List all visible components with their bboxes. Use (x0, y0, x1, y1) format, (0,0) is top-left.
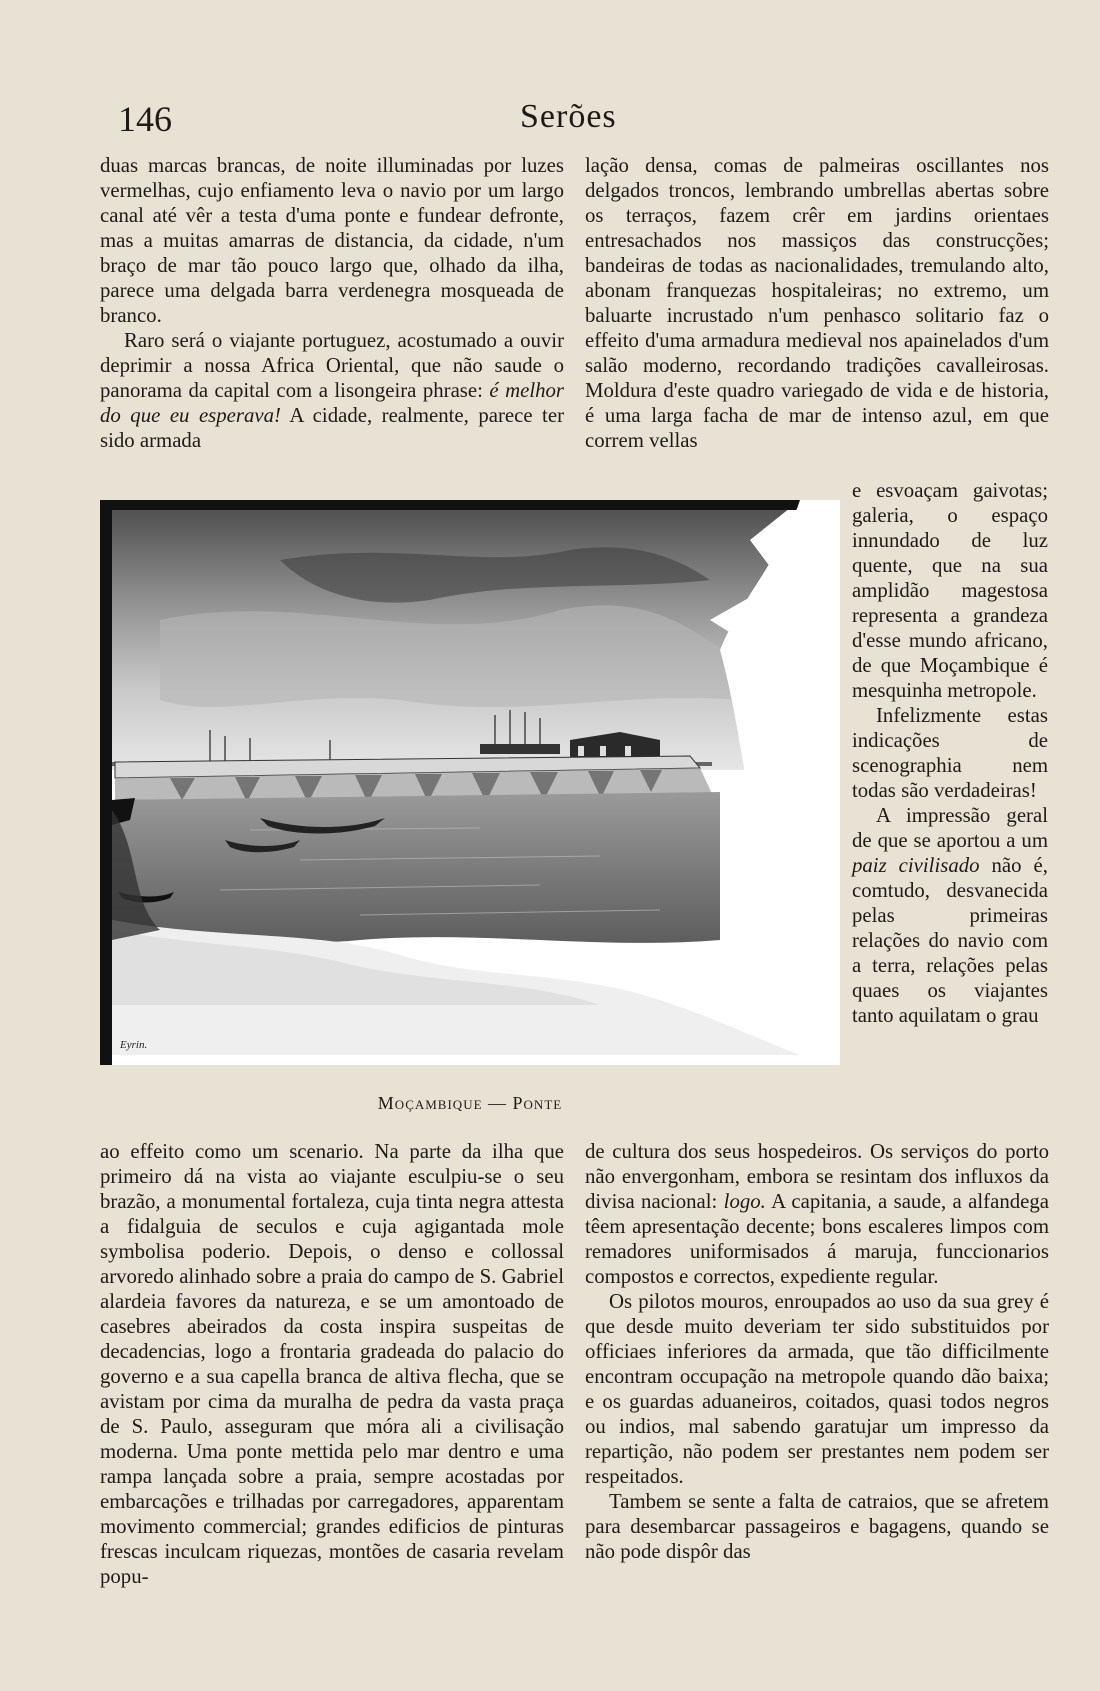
italic-word: logo. (723, 1190, 766, 1213)
page-number: 146 (118, 99, 172, 139)
engraving-illustration (100, 500, 840, 1065)
harbour-water (112, 792, 720, 943)
text-run: A cidade, realmente, parece ter sido armada (100, 404, 564, 452)
paragraph (852, 803, 1048, 1028)
paragraph: e esvoaçam gaivotas; galeria, o espaço innundado de luz quente, que na sua amplidão magestosa representa a grandeza d'esse mundo africano, de que Moçambique é mesquinha metropole. (852, 479, 1048, 702)
italic-phrase: paiz civilisado (852, 854, 980, 877)
paragraph: ao effeito como um scenario. Na parte da ilha que primeiro dá na vista ao viajante esculpiu-se o seu brazão, a monumental fortaleza, cuja tinta negra attesta a fidalguia de seculos e cuja agigantada mole symbolisa poderio. Depois, o denso e collossal arvoredo alinhado sobre a praia do campo de S. Gabriel alardeia favores da natureza, e se um amontoado de casebres abeirados da costa inspira suspeitas de decadencias, logo a frontaria gradeada do palacio do governo e a sua capella branca de altiva flecha, que se avistam por cima da muralha de pedra da vasta praça de S. Paulo, asseguram que móra ali a civilisação moderna. Uma ponte mettida pelo mar dentro e uma rampa lançada sobre a praia, sempre acostadas por embarcações e trilhadas por carregadores, apparentam movimento commercial; grandes edificios de pinturas frescas inculcam riquezas, montões de casaria revelam popu- (100, 1140, 564, 1588)
running-title: Serões (520, 98, 617, 135)
paragraph: lação densa, comas de palmeiras oscillantes nos delgados troncos, lembrando umbrellas abertas sobre os terraços, fazem crêr em jardins orientaes entresachados nos massiços das construcções; bandeiras de todas as nacionalidades, tremulando alto, abonam franquezas hospitaleiras; no extremo, um baluarte incrustado n'um penhasco solitario faz o effeito d'uma armadura medieval nos apainelados d'um salão moderno, recordando tradições cavalleirosas. Moldura d'este quadro variegado de vida e de historia, é uma larga facha de mar de intenso azul, em que correm vellas (585, 154, 1049, 452)
left-column-top (100, 153, 564, 453)
text-run: de cultura dos seus hospedeiros. Os serviços do porto não envergonham, embora se resintam dos influxos da divisa nacional: (585, 1140, 1049, 1213)
text-run: A impressão geral de que se aportou a um (852, 804, 1048, 852)
text-run: Raro será o viajante portuguez, acostumado a ouvir deprimir a nossa Africa Oriental, que não saude o panorama da capital com a lisongeira phrase: (100, 329, 564, 402)
paragraph (585, 1139, 1049, 1289)
right-column-bottom (585, 1139, 1049, 1564)
left-column-bottom (100, 1139, 564, 1589)
figure-caption: Moçambique — Ponte (377, 1093, 563, 1113)
paragraph (100, 328, 564, 453)
italic-quote: é melhor do que eu esperava! (100, 379, 564, 427)
paragraph: Tambem se sente a falta de catraios, que se afretem para desembarcar passageiros e bagagens, quando se não pode dispôr das (585, 1490, 1049, 1563)
engraver-signature: Eyrin. (120, 1039, 148, 1051)
harbour-pier-engraving (100, 500, 840, 1065)
paragraph: Infelizmente estas indicações de scenographia nem todas são verdadeiras! (852, 704, 1048, 802)
text-run: não é, comtudo, desvanecida pelas primeiras relações do navio com a terra, relações pelas quaes os viajantes tanto aquilatam o grau (852, 854, 1048, 1027)
paragraph: Os pilotos mouros, enroupados ao uso da sua grey é que desde muito deveriam ter sido substituidos por officiaes inferiores da armada, que tão difficilmente encontram occupação na metropole quando dão baixa; e os guardas aduaneiros, coitados, quasi todos negros ou indios, mal sabendo garatujar um impresso da repartição, não podem ser prestantes nem podem ser respeitados. (585, 1290, 1049, 1488)
paragraph: duas marcas brancas, de noite illuminadas por luzes vermelhas, cujo enfiamento leva o navio por um largo canal até vêr a testa d'uma ponte e fundear defronte, mas a muitas amarras de distancia, da cidade, n'um braço de mar tão pouco largo que, olhado da ilha, parece uma delgada barra verdenegra mosqueada de branco. (100, 154, 564, 327)
right-column-top (585, 153, 1049, 453)
text-run: A capitania, a saude, a alfandega têem apresentação decente; bons escaleres limpos com remadores uniformisados á maruja, funccionarios compostos e correctos, expediente regular. (585, 1190, 1049, 1288)
right-column-beside-figure (852, 478, 1048, 1028)
